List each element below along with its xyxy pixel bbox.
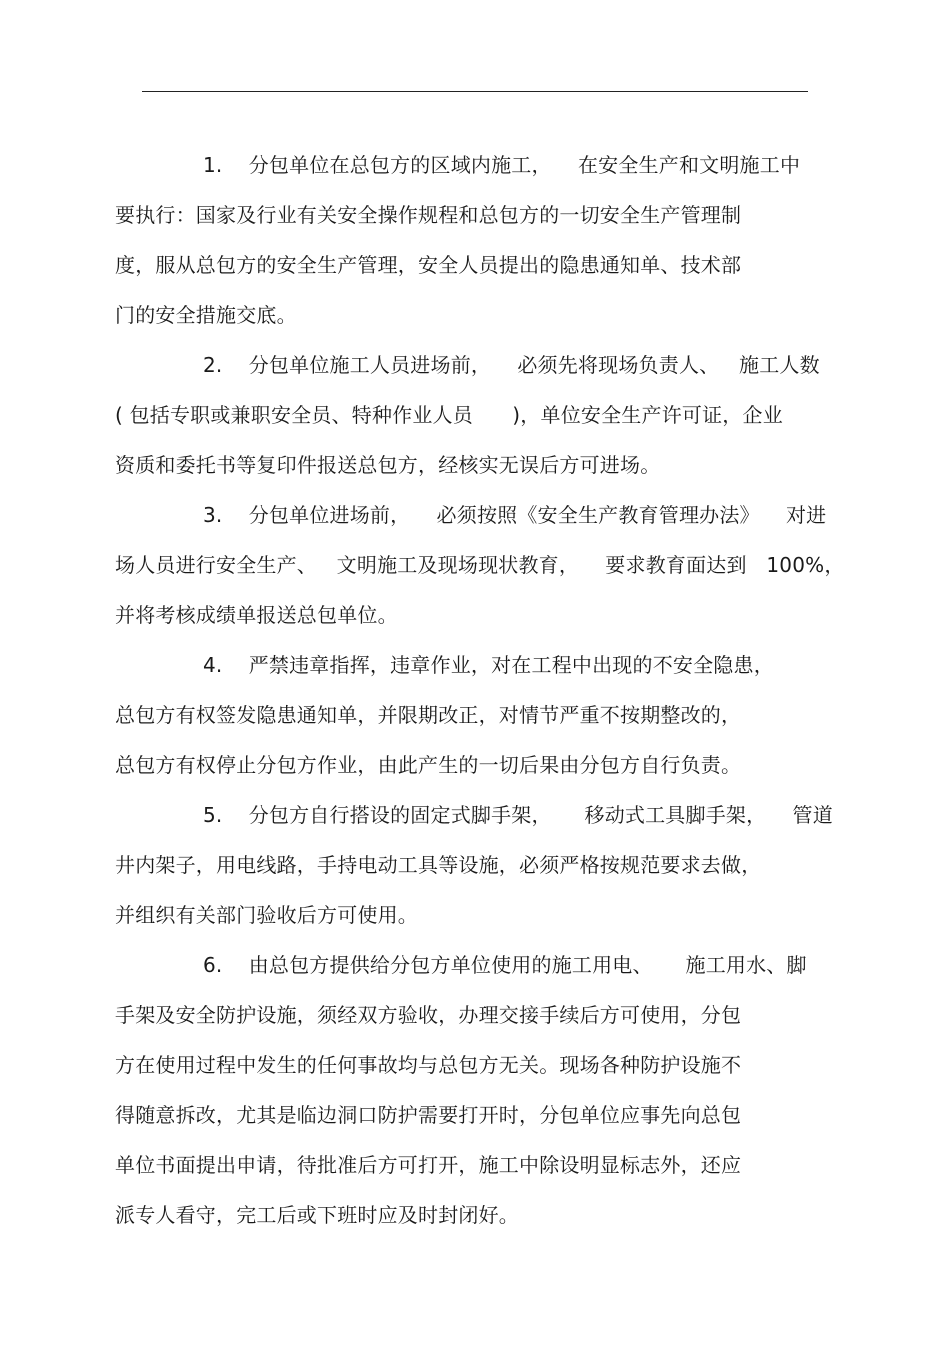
text-line: 场人员进行安全生产、 文明施工及现场现状教育， 要求教育面达到 100%， [115, 553, 845, 577]
text-line: 单位书面提出申请，待批准后方可打开，施工中除设明显标志外，还应 [115, 1153, 742, 1177]
text-line: 6. 由总包方提供给分包方单位使用的施工用电、 施工用水、脚 [203, 953, 807, 977]
text-line: 度，服从总包方的安全生产管理，安全人员提出的隐患通知单、技术部 [115, 253, 742, 277]
text-line: 3. 分包单位进场前， 必须按照《安全生产教育管理办法》 对进 [203, 503, 827, 527]
text-line: 井内架子，用电线路，手持电动工具等设施，必须严格按规范要求去做， [115, 853, 762, 877]
header-rule [142, 91, 808, 92]
text-line: 派专人看守，完工后或下班时应及时封闭好。 [115, 1203, 519, 1227]
text-line: ( 包括专职或兼职安全员、特种作业人员 )，单位安全生产许可证，企业 [115, 403, 783, 427]
text-line: 4. 严禁违章指挥，违章作业，对在工程中出现的不安全隐患， [203, 653, 774, 677]
text-line: 手架及安全防护设施，须经双方验收，办理交接手续后方可使用，分包 [115, 1003, 742, 1027]
text-line: 5. 分包方自行搭设的固定式脚手架， 移动式工具脚手架， 管道 [203, 803, 833, 827]
text-line: 并将考核成绩单报送总包单位。 [115, 603, 398, 627]
text-line: 要执行：国家及行业有关安全操作规程和总包方的一切安全生产管理制 [115, 203, 742, 227]
text-line: 方在使用过程中发生的任何事故均与总包方无关。现场各种防护设施不 [115, 1053, 742, 1077]
text-line: 资质和委托书等复印件报送总包方，经核实无误后方可进场。 [115, 453, 661, 477]
text-line: 总包方有权签发隐患通知单，并限期改正，对情节严重不按期整改的， [115, 703, 742, 727]
text-line: 总包方有权停止分包方作业，由此产生的一切后果由分包方自行负责。 [115, 753, 742, 777]
text-line: 并组织有关部门验收后方可使用。 [115, 903, 418, 927]
text-line: 得随意拆改，尤其是临边洞口防护需要打开时，分包单位应事先向总包 [115, 1103, 742, 1127]
text-line: 1. 分包单位在总包方的区域内施工， 在安全生产和文明施工中 [203, 153, 801, 177]
text-line: 门的安全措施交底。 [115, 303, 297, 327]
text-line: 2. 分包单位施工人员进场前， 必须先将现场负责人、 施工人数 [203, 353, 820, 377]
